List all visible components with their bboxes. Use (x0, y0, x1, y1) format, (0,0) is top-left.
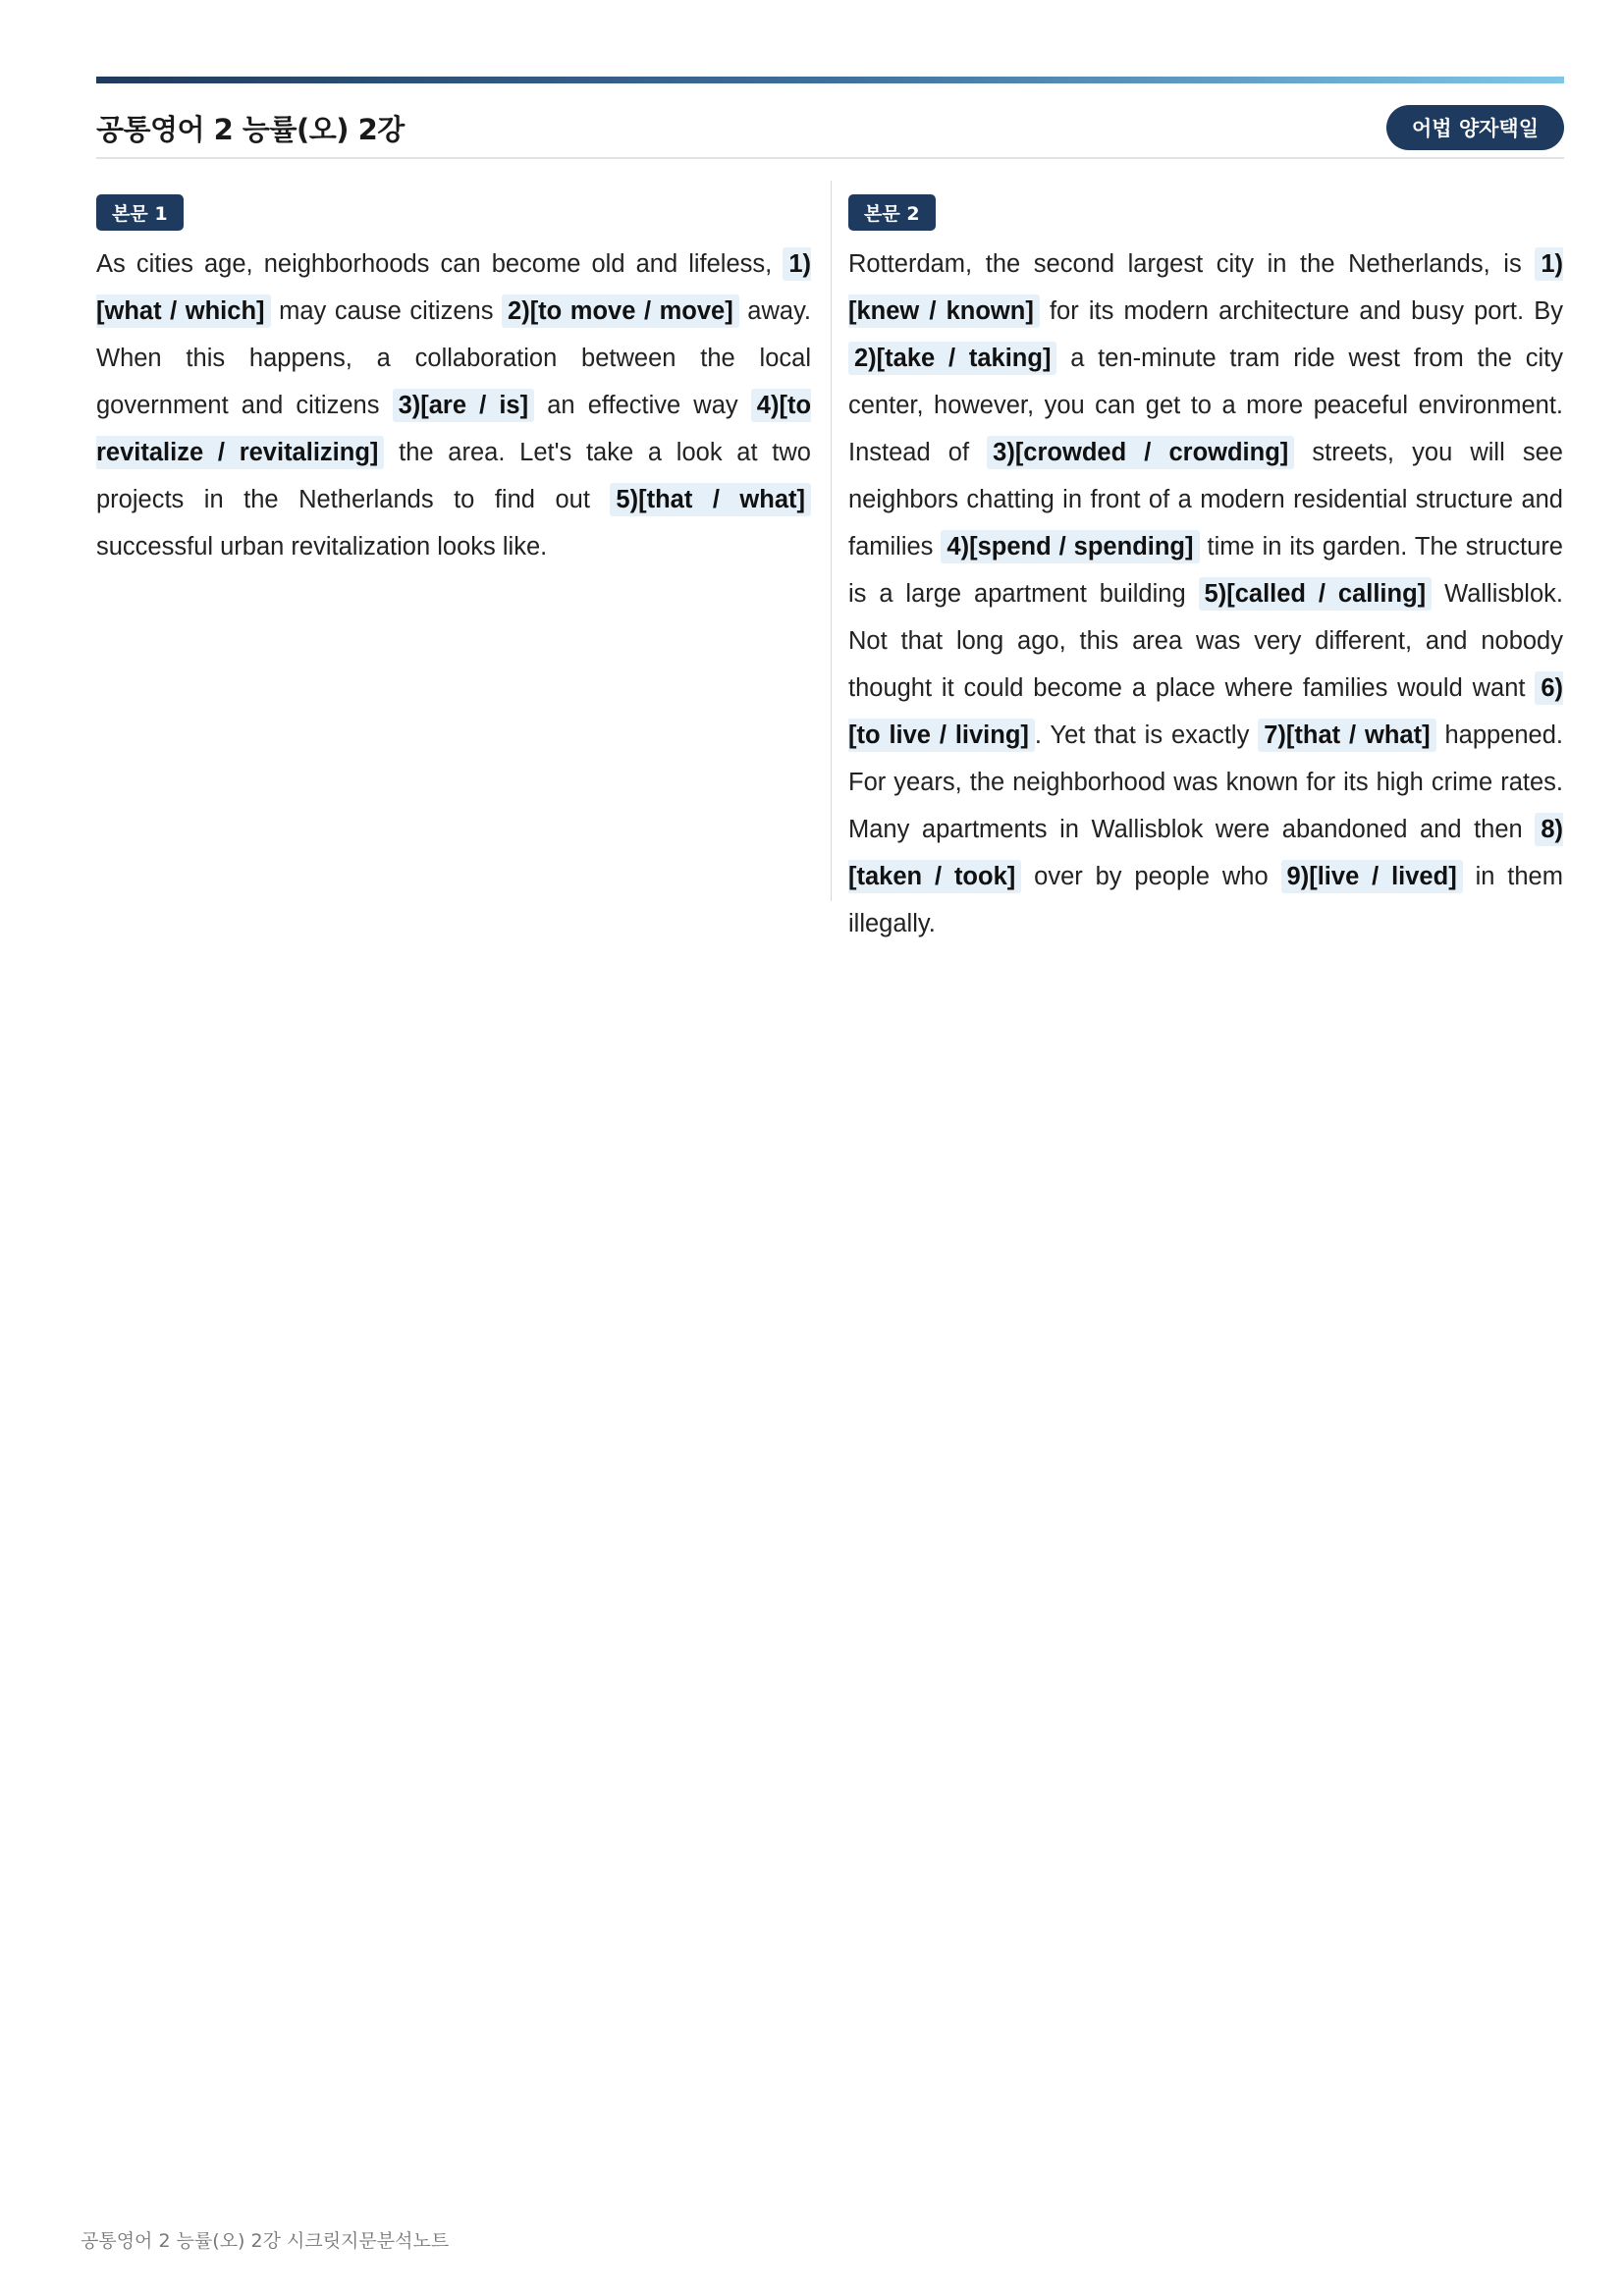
top-accent-bar (96, 77, 1564, 83)
passage-text-segment: may cause citizens (270, 297, 503, 325)
grammar-choice: 8)[taken / took] (848, 813, 1563, 893)
passage-text-segment: away. When this happens, a collaboration between the local government and citizens (96, 297, 812, 419)
grammar-choice: 2)[to move / move] (502, 294, 739, 328)
grammar-choice: 2)[take / taking] (848, 342, 1056, 375)
passage-text-segment: streets, you will see neighbors chatting in front of a modern residential structure and families (848, 439, 1563, 561)
passage-2-badge: 본문 2 (848, 194, 936, 231)
worksheet-type-badge: 어법 양자택일 (1386, 105, 1564, 150)
grammar-choice: 7)[that / what] (1258, 719, 1435, 752)
passage-text-segment: . Yet that is exactly (1034, 721, 1259, 749)
passage-text-segment: the area. Let's take a look at two projects in the Netherlands to find out (96, 439, 811, 513)
passage-text-segment: for its modern architecture and busy port. By (1039, 297, 1563, 325)
passage-1-badge: 본문 1 (96, 194, 184, 231)
grammar-choice: 6)[to live / living] (848, 671, 1563, 752)
page-title: 공통영어 2 능률(오) 2강 (96, 112, 405, 146)
passage-2 (848, 194, 1563, 947)
passage-text-segment: successful urban revitalization looks like. (96, 533, 548, 561)
passage-text-segment: happened. For years, the neighborhood was known for its high crime rates. Many apartments in Wallisblok were abandoned and then (848, 721, 1564, 843)
passage-text-segment: a ten-minute tram ride west from the city center, however, you can get to a more peaceful environment. Instead of (848, 345, 1563, 466)
header-divider (96, 157, 1564, 159)
passage-1 (96, 194, 811, 570)
grammar-choice: 3)[crowded / crowding] (987, 436, 1294, 469)
passage-text-segment: an effective way (534, 392, 751, 419)
grammar-choice: 3)[are / is] (393, 389, 535, 422)
passage-text-segment: As cities age, neighborhoods can become old and lifeless, (96, 250, 784, 278)
passage-text-segment: Rotterdam, the second largest city in the Netherlands, is (848, 250, 1536, 278)
passage-text-segment: time in its garden. The structure is a large apartment building (848, 533, 1563, 608)
page-footer: 공통영어 2 능률(오) 2강 시크릿지문분석노트 (81, 2230, 450, 2252)
grammar-choice: 5)[called / calling] (1199, 577, 1433, 611)
passage-2-text (848, 240, 1563, 947)
grammar-choice: 1)[knew / known] (848, 247, 1563, 328)
passage-text-segment: over by people who (1021, 863, 1281, 890)
grammar-choice: 9)[live / lived] (1281, 860, 1463, 893)
grammar-choice: 4)[spend / spending] (941, 530, 1199, 563)
column-divider (831, 181, 832, 901)
passage-1-text (96, 240, 811, 570)
passage-text-segment: Wallisblok. Not that long ago, this area was very different, and nobody thought it could become a place where families would want (848, 580, 1563, 702)
passage-text-segment: in them illegally. (848, 863, 1563, 937)
grammar-choice: 5)[that / what] (610, 483, 811, 516)
grammar-choice: 1)[what / which] (96, 247, 811, 328)
grammar-choice: 4)[to revitalize / revitalizing] (96, 389, 811, 469)
page-header (96, 98, 1564, 157)
